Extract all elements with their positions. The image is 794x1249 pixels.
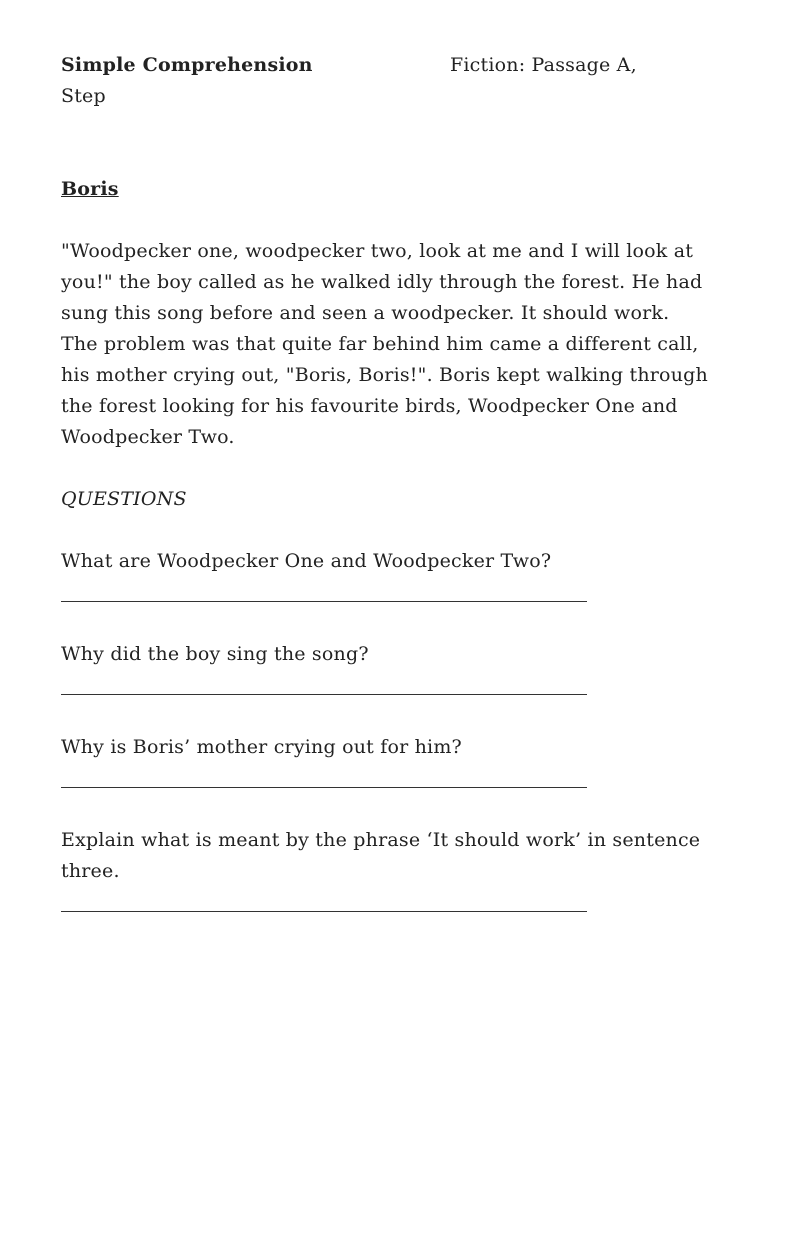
question-text: What are Woodpecker One and Woodpecker Two? bbox=[61, 550, 552, 572]
worksheet-page bbox=[61, 50, 721, 918]
header-step: Step bbox=[61, 85, 106, 107]
answer-line[interactable] bbox=[61, 763, 587, 794]
header-title: Simple Comprehension bbox=[61, 54, 313, 76]
question-2 bbox=[61, 639, 721, 701]
question-4 bbox=[61, 825, 721, 918]
answer-line[interactable] bbox=[61, 887, 587, 918]
header-passage-label: Fiction: Passage A, bbox=[450, 54, 637, 76]
question-3 bbox=[61, 732, 721, 794]
answer-line[interactable] bbox=[61, 577, 587, 608]
question-text: Why did the boy sing the song? bbox=[61, 643, 369, 665]
answer-line[interactable] bbox=[61, 670, 587, 701]
question-text: Explain what is meant by the phrase ‘It should work’ in sentence three. bbox=[61, 829, 701, 882]
story-title: Boris bbox=[61, 178, 119, 200]
question-text: Why is Boris’ mother crying out for him? bbox=[61, 736, 462, 758]
story-passage: "Woodpecker one, woodpecker two, look at me and I will look at you!" the boy called as he walked idly through the forest. He had sung this song before and seen a woodpecker. It should work. The problem was that quite far behind him came a different call, his mother crying out, "Boris, Boris!". Boris kept walking through the forest looking for his favourite birds, Woodpecker One and Woodpecker Two. bbox=[61, 240, 708, 448]
questions-heading: QUESTIONS bbox=[61, 488, 187, 510]
worksheet-header bbox=[61, 50, 721, 81]
question-1 bbox=[61, 546, 721, 608]
